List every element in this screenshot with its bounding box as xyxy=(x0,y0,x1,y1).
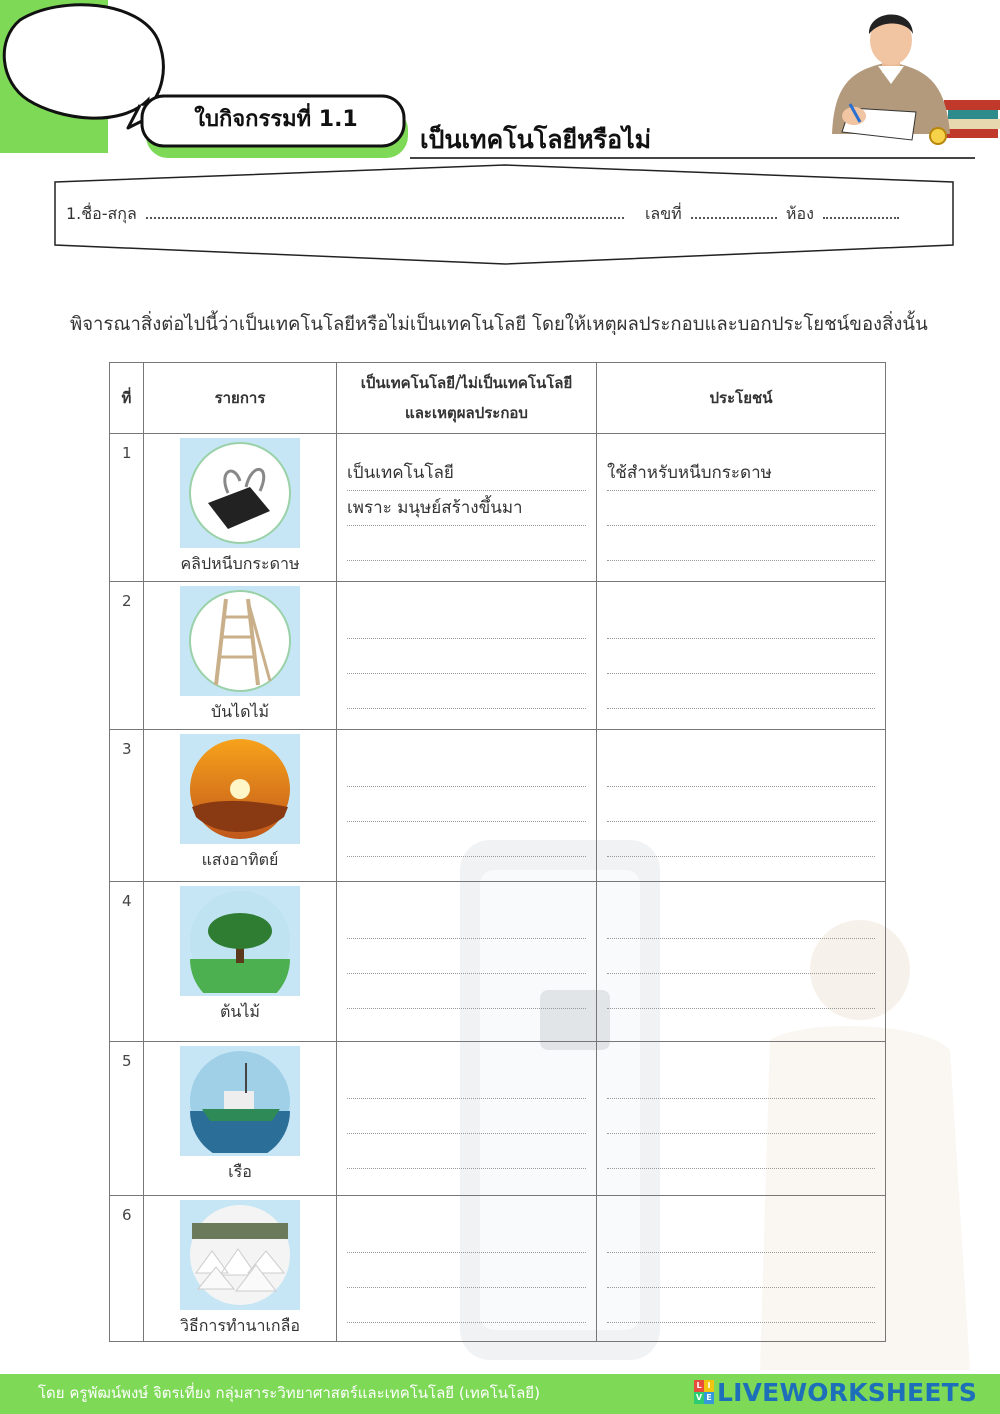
benefit-cell xyxy=(597,882,886,1042)
benefit-answer-line[interactable] xyxy=(607,1099,875,1134)
tech-answer-line[interactable] xyxy=(347,1099,586,1134)
table-row xyxy=(110,1196,886,1342)
tech-answer-line[interactable] xyxy=(347,1218,586,1253)
tech-answer-line[interactable] xyxy=(347,1134,586,1169)
header-tech-line1: เป็นเทคโนโลยี/ไม่เป็นเทคโนโลยี xyxy=(360,374,573,392)
tech-answer-line[interactable] xyxy=(347,674,586,709)
benefit-answer-line[interactable]: ใช้สำหรับหนีบกระดาษ xyxy=(607,456,875,491)
tech-cell xyxy=(337,582,597,730)
name-field[interactable] xyxy=(146,203,624,219)
item-label: บันไดไม้ xyxy=(210,702,270,721)
header-no: ที่ xyxy=(110,363,144,434)
item-cell xyxy=(144,1042,337,1196)
item-cell xyxy=(144,730,337,882)
tech-answer-line[interactable] xyxy=(347,939,586,974)
worksheet-table xyxy=(109,362,886,1342)
benefit-answer-line[interactable] xyxy=(607,904,875,939)
tech-cell xyxy=(337,882,597,1042)
logo-text: LIVEWORKSHEETS xyxy=(717,1377,978,1407)
item-label: คลิปหนีบกระดาษ xyxy=(180,554,300,573)
item-label: วิธีการทำนาเกลือ xyxy=(179,1316,301,1335)
benefit-cell xyxy=(597,582,886,730)
benefit-answer-line[interactable] xyxy=(607,1064,875,1099)
tech-answer-line[interactable] xyxy=(347,904,586,939)
header-tech-line2: และเหตุผลประกอบ xyxy=(405,404,528,422)
benefit-cell xyxy=(597,730,886,882)
item-cell xyxy=(144,434,337,582)
tech-answer-line[interactable]: เป็นเทคโนโลยี xyxy=(347,456,586,491)
benefit-answer-line[interactable] xyxy=(607,674,875,709)
item-label: ต้นไม้ xyxy=(220,1002,260,1021)
tech-answer-line[interactable] xyxy=(347,604,586,639)
benefit-cell xyxy=(597,434,886,582)
tech-answer-line[interactable] xyxy=(347,974,586,1009)
tech-answer-line[interactable] xyxy=(347,526,586,561)
benefit-answer-line[interactable] xyxy=(607,491,875,526)
item-label: เรือ xyxy=(228,1162,252,1181)
benefit-answer-line[interactable] xyxy=(607,822,875,857)
benefit-answer-line[interactable] xyxy=(607,639,875,674)
tech-answer-line[interactable] xyxy=(347,752,586,787)
header-underline xyxy=(410,157,975,159)
row-number: 1 xyxy=(110,434,144,582)
sunset-icon xyxy=(180,734,300,844)
tech-answer-line[interactable]: เพราะ มนุษย์สร้างขึ้นมา xyxy=(347,491,586,526)
instruction-text: พิจารณาสิ่งต่อไปนี้ว่าเป็นเทคโนโลยีหรือไม่เป็นเทคโนโลยี โดยให้เหตุผลประกอบและบอกประโยชน์ของสิ่งนั้น xyxy=(70,314,928,335)
boat-icon xyxy=(180,1046,300,1156)
benefit-answer-line[interactable] xyxy=(607,1218,875,1253)
liveworksheets-logo[interactable] xyxy=(694,1376,977,1408)
row-number: 6 xyxy=(110,1196,144,1342)
item-cell xyxy=(144,882,337,1042)
header-benefit: ประโยชน์ xyxy=(597,363,886,434)
room-label: ห้อง xyxy=(785,204,814,223)
name-label: 1.ชื่อ-สกุล xyxy=(66,204,137,223)
page-title: เป็นเทคโนโลยีหรือไม่ xyxy=(420,125,652,154)
benefit-answer-line[interactable] xyxy=(607,939,875,974)
tech-answer-line[interactable] xyxy=(347,1253,586,1288)
tech-answer-line[interactable] xyxy=(347,787,586,822)
row-number: 2 xyxy=(110,582,144,730)
footer-credit: โดย ครูพัฒน์พงษ์ จิตรเที่ยง กลุ่มสาระวิทยาศาสตร์และเทคโนโลยี (เทคโนโลยี) xyxy=(38,1384,540,1402)
student-info-row xyxy=(66,202,936,227)
salt-farm-icon xyxy=(180,1200,300,1310)
tech-cell xyxy=(337,1042,597,1196)
row-number: 5 xyxy=(110,1042,144,1196)
tech-cell xyxy=(337,730,597,882)
teacher-illustration-icon xyxy=(812,4,1000,154)
header-tech xyxy=(337,363,597,434)
binder-clip-icon xyxy=(180,438,300,548)
tech-answer-line[interactable] xyxy=(347,822,586,857)
tech-answer-line[interactable] xyxy=(347,1064,586,1099)
item-cell xyxy=(144,582,337,730)
table-row xyxy=(110,582,886,730)
room-field[interactable] xyxy=(823,203,899,219)
table-row xyxy=(110,434,886,582)
benefit-answer-line[interactable] xyxy=(607,787,875,822)
tree-icon xyxy=(180,886,300,996)
benefit-cell xyxy=(597,1042,886,1196)
tech-answer-line[interactable] xyxy=(347,1288,586,1323)
number-field[interactable] xyxy=(691,203,777,219)
benefit-answer-line[interactable] xyxy=(607,526,875,561)
benefit-answer-line[interactable] xyxy=(607,604,875,639)
table-row xyxy=(110,882,886,1042)
activity-tab-title: ใบกิจกรรมที่ 1.1 xyxy=(194,107,358,132)
tech-cell xyxy=(337,1196,597,1342)
live-badge-icon: L I V E xyxy=(694,1380,714,1404)
row-number: 3 xyxy=(110,730,144,882)
benefit-answer-line[interactable] xyxy=(607,974,875,1009)
table-row xyxy=(110,730,886,882)
wooden-ladder-icon xyxy=(180,586,300,696)
benefit-answer-line[interactable] xyxy=(607,1253,875,1288)
row-number: 4 xyxy=(110,882,144,1042)
tech-cell xyxy=(337,434,597,582)
benefit-answer-line[interactable] xyxy=(607,1288,875,1323)
benefit-cell xyxy=(597,1196,886,1342)
number-label: เลขที่ xyxy=(644,204,682,223)
table-row xyxy=(110,1042,886,1196)
benefit-answer-line[interactable] xyxy=(607,752,875,787)
header-item: รายการ xyxy=(144,363,337,434)
item-cell xyxy=(144,1196,337,1342)
tech-answer-line[interactable] xyxy=(347,639,586,674)
benefit-answer-line[interactable] xyxy=(607,1134,875,1169)
item-label: แสงอาทิตย์ xyxy=(201,850,279,869)
